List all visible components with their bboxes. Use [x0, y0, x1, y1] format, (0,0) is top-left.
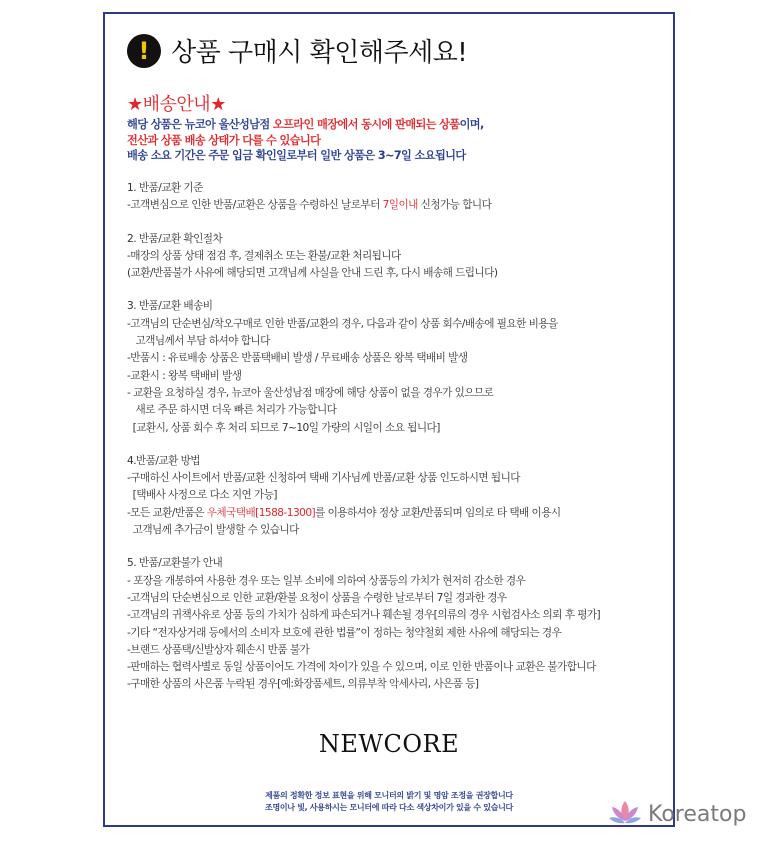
section-heading: 4.반품/교환 방법 — [127, 454, 200, 467]
notice-text: 해당 상품은 뉴코아 울산성남점 — [127, 118, 273, 131]
watermark-text: Koreatop — [648, 801, 747, 827]
policy-line: - 포장을 개봉하여 사용한 경우 또는 일부 소비에 의하여 상품등의 가치가 현저히 감소한 경우 — [127, 574, 526, 587]
policy-line: [교환시, 상품 회수 후 처리 되므로 7~10일 가량의 시일이 소요 됩니다] — [127, 421, 440, 434]
policy-text: 신청가능 합니다 — [417, 199, 492, 212]
footer-note — [105, 790, 673, 814]
notice-highlight: 오프라인 매장에서 동시에 판매되는 상품 — [272, 118, 460, 131]
section-return-shipping-fee — [127, 298, 667, 436]
policy-sections — [127, 180, 667, 710]
policy-line: -브랜드 상품택/신발상자 훼손시 반품 불가 — [127, 643, 310, 656]
policy-highlight: 7일이내 — [382, 199, 418, 212]
policy-line: - 교환을 요청하실 경우, 뉴코아 울산성남점 매장에 해당 상품이 없을 경우가 있으므로 — [127, 386, 494, 399]
info-panel — [103, 12, 675, 827]
policy-line: -구매한 상품의 사은품 누락된 경우[예:화장품세트, 의류부착 악세사리, 사은품 등] — [127, 678, 479, 691]
policy-line: -반품시 : 유료배송 상품은 반품택배비 발생 / 무료배송 상품은 왕복 택배비 발생 — [127, 352, 468, 365]
section-return-criteria — [127, 180, 667, 215]
title-row — [127, 32, 467, 69]
policy-text: 를 이용하셔야 정상 교환/반품되며 임의로 타 택배 이용시 — [315, 506, 561, 519]
newcore-logo: NEWCORE — [318, 730, 460, 758]
policy-line: -기타 “전자상거래 등에서의 소비자 보호에 관한 법률”이 정하는 청약철회 제한 사유에 해당되는 경우 — [127, 626, 562, 639]
section-heading: 3. 반품/교환 배송비 — [127, 300, 213, 313]
policy-line: [택배사 사정으로 다소 지연 가능] — [127, 489, 277, 502]
footer-line: 조명이나 빛, 사용하시는 모니터에 따라 다소 색상차이가 있을 수 있습니다 — [265, 803, 513, 812]
notice-text: 이며, — [459, 118, 484, 131]
policy-line: -교환시 : 왕복 택배비 발생 — [127, 369, 242, 382]
section-return-method — [127, 453, 667, 539]
policy-line: -구매하신 사이트에서 반품/교환 신청하여 택배 기사님께 반품/교환 상품 인도하시면 됩니다 — [127, 472, 520, 485]
section-heading: 2. 반품/교환 확인절차 — [127, 232, 223, 245]
policy-line: -고객님의 단순변심/착오구매로 인한 반품/교환의 경우, 다음과 같이 상품 회수/배송에 필요한 비용을 — [127, 317, 558, 330]
courier-highlight: 우체국택배[1588-1300] — [206, 506, 316, 519]
policy-line: -고객님의 귀책사유로 상품 등의 가치가 심하게 파손되거나 훼손될 경우[의류의 경우 시험검사소 의뢰 후 평가] — [127, 609, 601, 622]
exclamation-icon: ! — [127, 34, 161, 68]
policy-line: (교환/반품불가 사유에 해당되면 고객님께 사실을 안내 드린 후, 다시 배송해 드립니다) — [127, 267, 498, 280]
policy-line: 새로 주문 하시면 더욱 빠른 처리가 가능합니다 — [127, 404, 337, 417]
policy-text: -고객변심으로 인한 반품/교환은 상품을 수령하신 날로부터 — [127, 199, 383, 212]
policy-line: 고객님께서 부담 하셔야 합니다 — [127, 335, 270, 348]
section-heading: 5. 반품/교환불가 안내 — [127, 557, 223, 570]
section-return-procedure — [127, 231, 667, 283]
policy-line: 고객님께 추가금이 발생할 수 있습니다 — [127, 524, 299, 537]
lotus-icon — [608, 799, 642, 829]
section-heading: 1. 반품/교환 기준 — [127, 182, 203, 194]
footer-line: 제품의 정확한 정보 표현을 위해 모니터의 밝기 및 명암 조정을 권장합니다 — [265, 791, 513, 800]
policy-line: -고객님의 단순변심으로 인한 교환/환불 요청이 상품을 수령한 날로부터 7일 경과한 경우 — [127, 591, 507, 604]
shipping-notice — [127, 117, 484, 164]
notice-line: 배송 소요 기간은 주문 입금 확인일로부터 일반 상품은 3~7일 소요됩니다 — [127, 149, 466, 162]
section-return-not-allowed — [127, 555, 667, 693]
policy-text: -모든 교환/반품은 — [127, 506, 207, 519]
koreatop-watermark — [608, 799, 746, 829]
policy-line: -매장의 상품 상태 점검 후, 결제취소 또는 환불/교환 처리됩니다 — [127, 249, 401, 262]
policy-line: -판매하는 협력사별로 동일 상품이어도 가격에 차이가 있을 수 있으며, 이로 인한 반품이나 교환은 불가합니다 — [127, 661, 596, 674]
page-title: 상품 구매시 확인해주세요! — [171, 38, 468, 68]
notice-line: 전산과 상품 배송 상태가 다를 수 있습니다 — [127, 133, 321, 147]
shipping-heading: ★배송안내★ — [127, 94, 226, 115]
